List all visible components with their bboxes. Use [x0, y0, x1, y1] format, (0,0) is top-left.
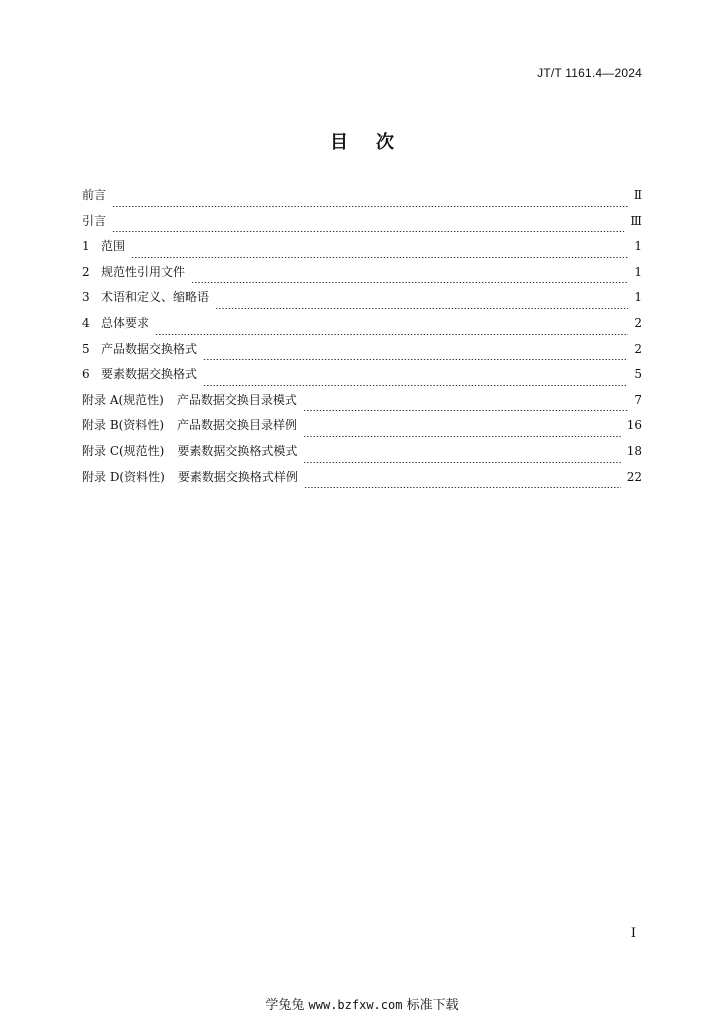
toc-entry-terms-definitions[interactable] [82, 288, 642, 314]
toc-entry-general-requirements[interactable] [82, 314, 642, 340]
toc-entry-page: Ⅱ [633, 188, 642, 202]
toc-entry-page: 7 [634, 392, 642, 407]
toc-leader-dots [303, 436, 621, 437]
page-number: I [630, 926, 636, 941]
toc-entry-page: 1 [634, 264, 642, 279]
toc-leader-dots [191, 282, 628, 283]
toc-entry-page: 1 [634, 290, 642, 305]
toc-entry-label: 引言 [82, 213, 107, 228]
toc-leader-dots [155, 334, 628, 335]
toc-entry-scope[interactable] [82, 237, 642, 263]
toc-leader-dots [304, 487, 621, 488]
toc-annex-prefix: 附录 C(规范性) [82, 443, 165, 458]
toc-entry-page: 5 [634, 367, 642, 382]
toc-entry-page: Ⅲ [630, 213, 642, 228]
toc-entry-label: 术语和定义、缩略语 [101, 290, 210, 305]
toc-entry-number: 6 [82, 367, 90, 382]
toc-leader-dots [203, 359, 628, 360]
toc-annex-prefix: 附录 D(资料性) [82, 469, 165, 484]
toc-entry-product-data-exchange[interactable] [82, 340, 642, 366]
toc-leader-dots [112, 206, 628, 207]
toc-annex-prefix: 附录 B(资料性) [82, 418, 164, 433]
toc-entry-feature-data-exchange[interactable] [82, 365, 642, 391]
footer-url-link[interactable]: www.bzfxw.com [308, 998, 403, 1012]
toc-annex-prefix: 附录 A(规范性) [82, 392, 164, 407]
toc-entry-label: 总体要求 [101, 315, 150, 330]
toc-entry-label: 产品数据交换目录样例 [177, 418, 298, 433]
toc-entry-label: 产品数据交换格式 [101, 341, 198, 356]
toc-entry-page: 18 [626, 443, 642, 458]
toc-entry-number: 2 [82, 264, 90, 279]
toc-entry-label: 要素数据交换格式 [101, 367, 198, 382]
toc-entry-label: 要素数据交换格式模式 [177, 443, 298, 458]
toc-entry-annex-d[interactable] [82, 468, 642, 494]
toc-entry-label: 前言 [82, 188, 107, 202]
page-title [0, 128, 724, 154]
footer-site-name: 学兔兔 [265, 998, 305, 1013]
toc-entry-page: 2 [634, 341, 642, 356]
toc-entry-page: 1 [634, 239, 642, 254]
toc-entry-foreword[interactable] [82, 186, 642, 212]
toc-leader-dots [131, 257, 628, 258]
toc-entry-annex-c[interactable] [82, 442, 642, 468]
document-code: JT/T 1161.4—2024 [537, 66, 642, 80]
toc-leader-dots [112, 231, 624, 232]
title-char-2: 次 [376, 132, 394, 153]
toc-entry-annex-b[interactable] [82, 416, 642, 442]
toc-entry-annex-a[interactable] [82, 391, 642, 417]
toc-entry-page: 2 [634, 315, 642, 330]
toc-entry-introduction[interactable] [82, 212, 642, 238]
toc-entry-number: 3 [82, 290, 90, 305]
toc-leader-dots [215, 308, 628, 309]
footer-tagline: 标准下载 [406, 998, 459, 1013]
footer-watermark [0, 994, 724, 1013]
toc-entry-label: 规范性引用文件 [101, 264, 186, 279]
toc-entry-number: 5 [82, 341, 90, 356]
toc-entry-label: 产品数据交换目录模式 [176, 392, 297, 407]
toc-entry-label: 要素数据交换格式样例 [177, 469, 298, 484]
toc-leader-dots [303, 462, 620, 463]
title-char-1: 目 [330, 132, 348, 153]
toc-entry-page: 22 [626, 469, 642, 484]
toc-leader-dots [303, 410, 628, 411]
toc-entry-number: 1 [82, 239, 90, 254]
toc-entry-page: 16 [626, 418, 642, 433]
table-of-contents [82, 186, 642, 493]
toc-entry-normative-references[interactable] [82, 263, 642, 289]
toc-entry-label: 范围 [101, 239, 126, 254]
toc-leader-dots [203, 385, 628, 386]
toc-entry-number: 4 [82, 315, 90, 330]
